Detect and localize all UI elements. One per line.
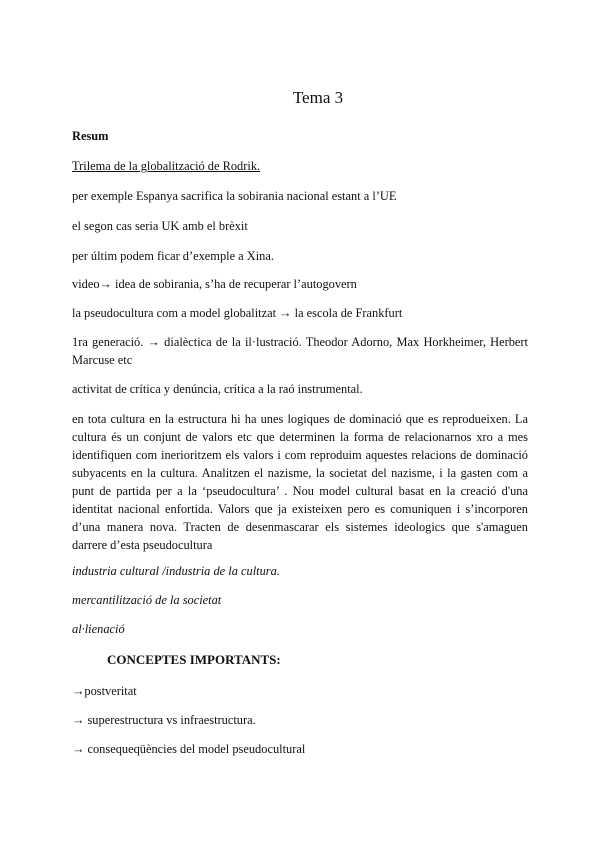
- concept-item: → consequeqüències del model pseudocultural: [72, 742, 306, 756]
- italic-line: mercantilització de la societat: [72, 593, 222, 607]
- text-line: video→ idea de sobirania, s’ha de recuperar l’autogovern: [72, 277, 357, 291]
- concept-item: → superestructura vs infraestructura.: [72, 713, 256, 727]
- concepts-heading: CONCEPTES IMPORTANTS:: [107, 652, 281, 667]
- concept-item: →postveritat: [72, 684, 137, 698]
- long-paragraph: en tota cultura en la estructura hi ha unes logiques de dominació que es reprodueixen. La cultura és un conjunt de valors etc que determinen la forma de relacionarnos xro a mes identifiquen com inerioritzem els valors i com reproduim aquestes relacions de dominació subyacents en la cultura. Analitzen el nazisme, la societat del nazisme, i la gasten com a punt de partida per a la ‘pseudocultura’ . Nou model cultural basat en la creació d'una identitat nacional enfortida. Valors que ja existeixen pero es comuniquen i s’incorporen d’una manera nova. Tracten de desenmascarar els sistemes ideologics que s'amaguen darrere d’esta pseudocultura: [72, 412, 528, 552]
- critique-line: activitat de crítica y denúncia, crítica a la raó instrumental.: [72, 382, 363, 396]
- text-line: per últim podem ficar d’exemple a Xina.: [72, 249, 274, 263]
- text-line: per exemple Espanya sacrifica la sobirania nacional estant a l’UE: [72, 189, 397, 203]
- text-line: la pseudocultura com a model globalitzat → la escola de Frankfurt: [72, 306, 403, 320]
- text-line: el segon cas seria UK amb el brèxit: [72, 219, 248, 233]
- italic-line: industria cultural /industria de la cultura.: [72, 564, 280, 578]
- italic-line: al·lienació: [72, 622, 125, 636]
- page-title: Tema 3: [292, 88, 344, 107]
- generation-paragraph: 1ra generació. → dialèctica de la il·lustració. Theodor Adorno, Max Horkheimer, Herbert Marcuse etc: [72, 335, 528, 367]
- subheading: Trilema de la globalització de Rodrik.: [72, 159, 261, 173]
- resum-heading: Resum: [72, 129, 109, 143]
